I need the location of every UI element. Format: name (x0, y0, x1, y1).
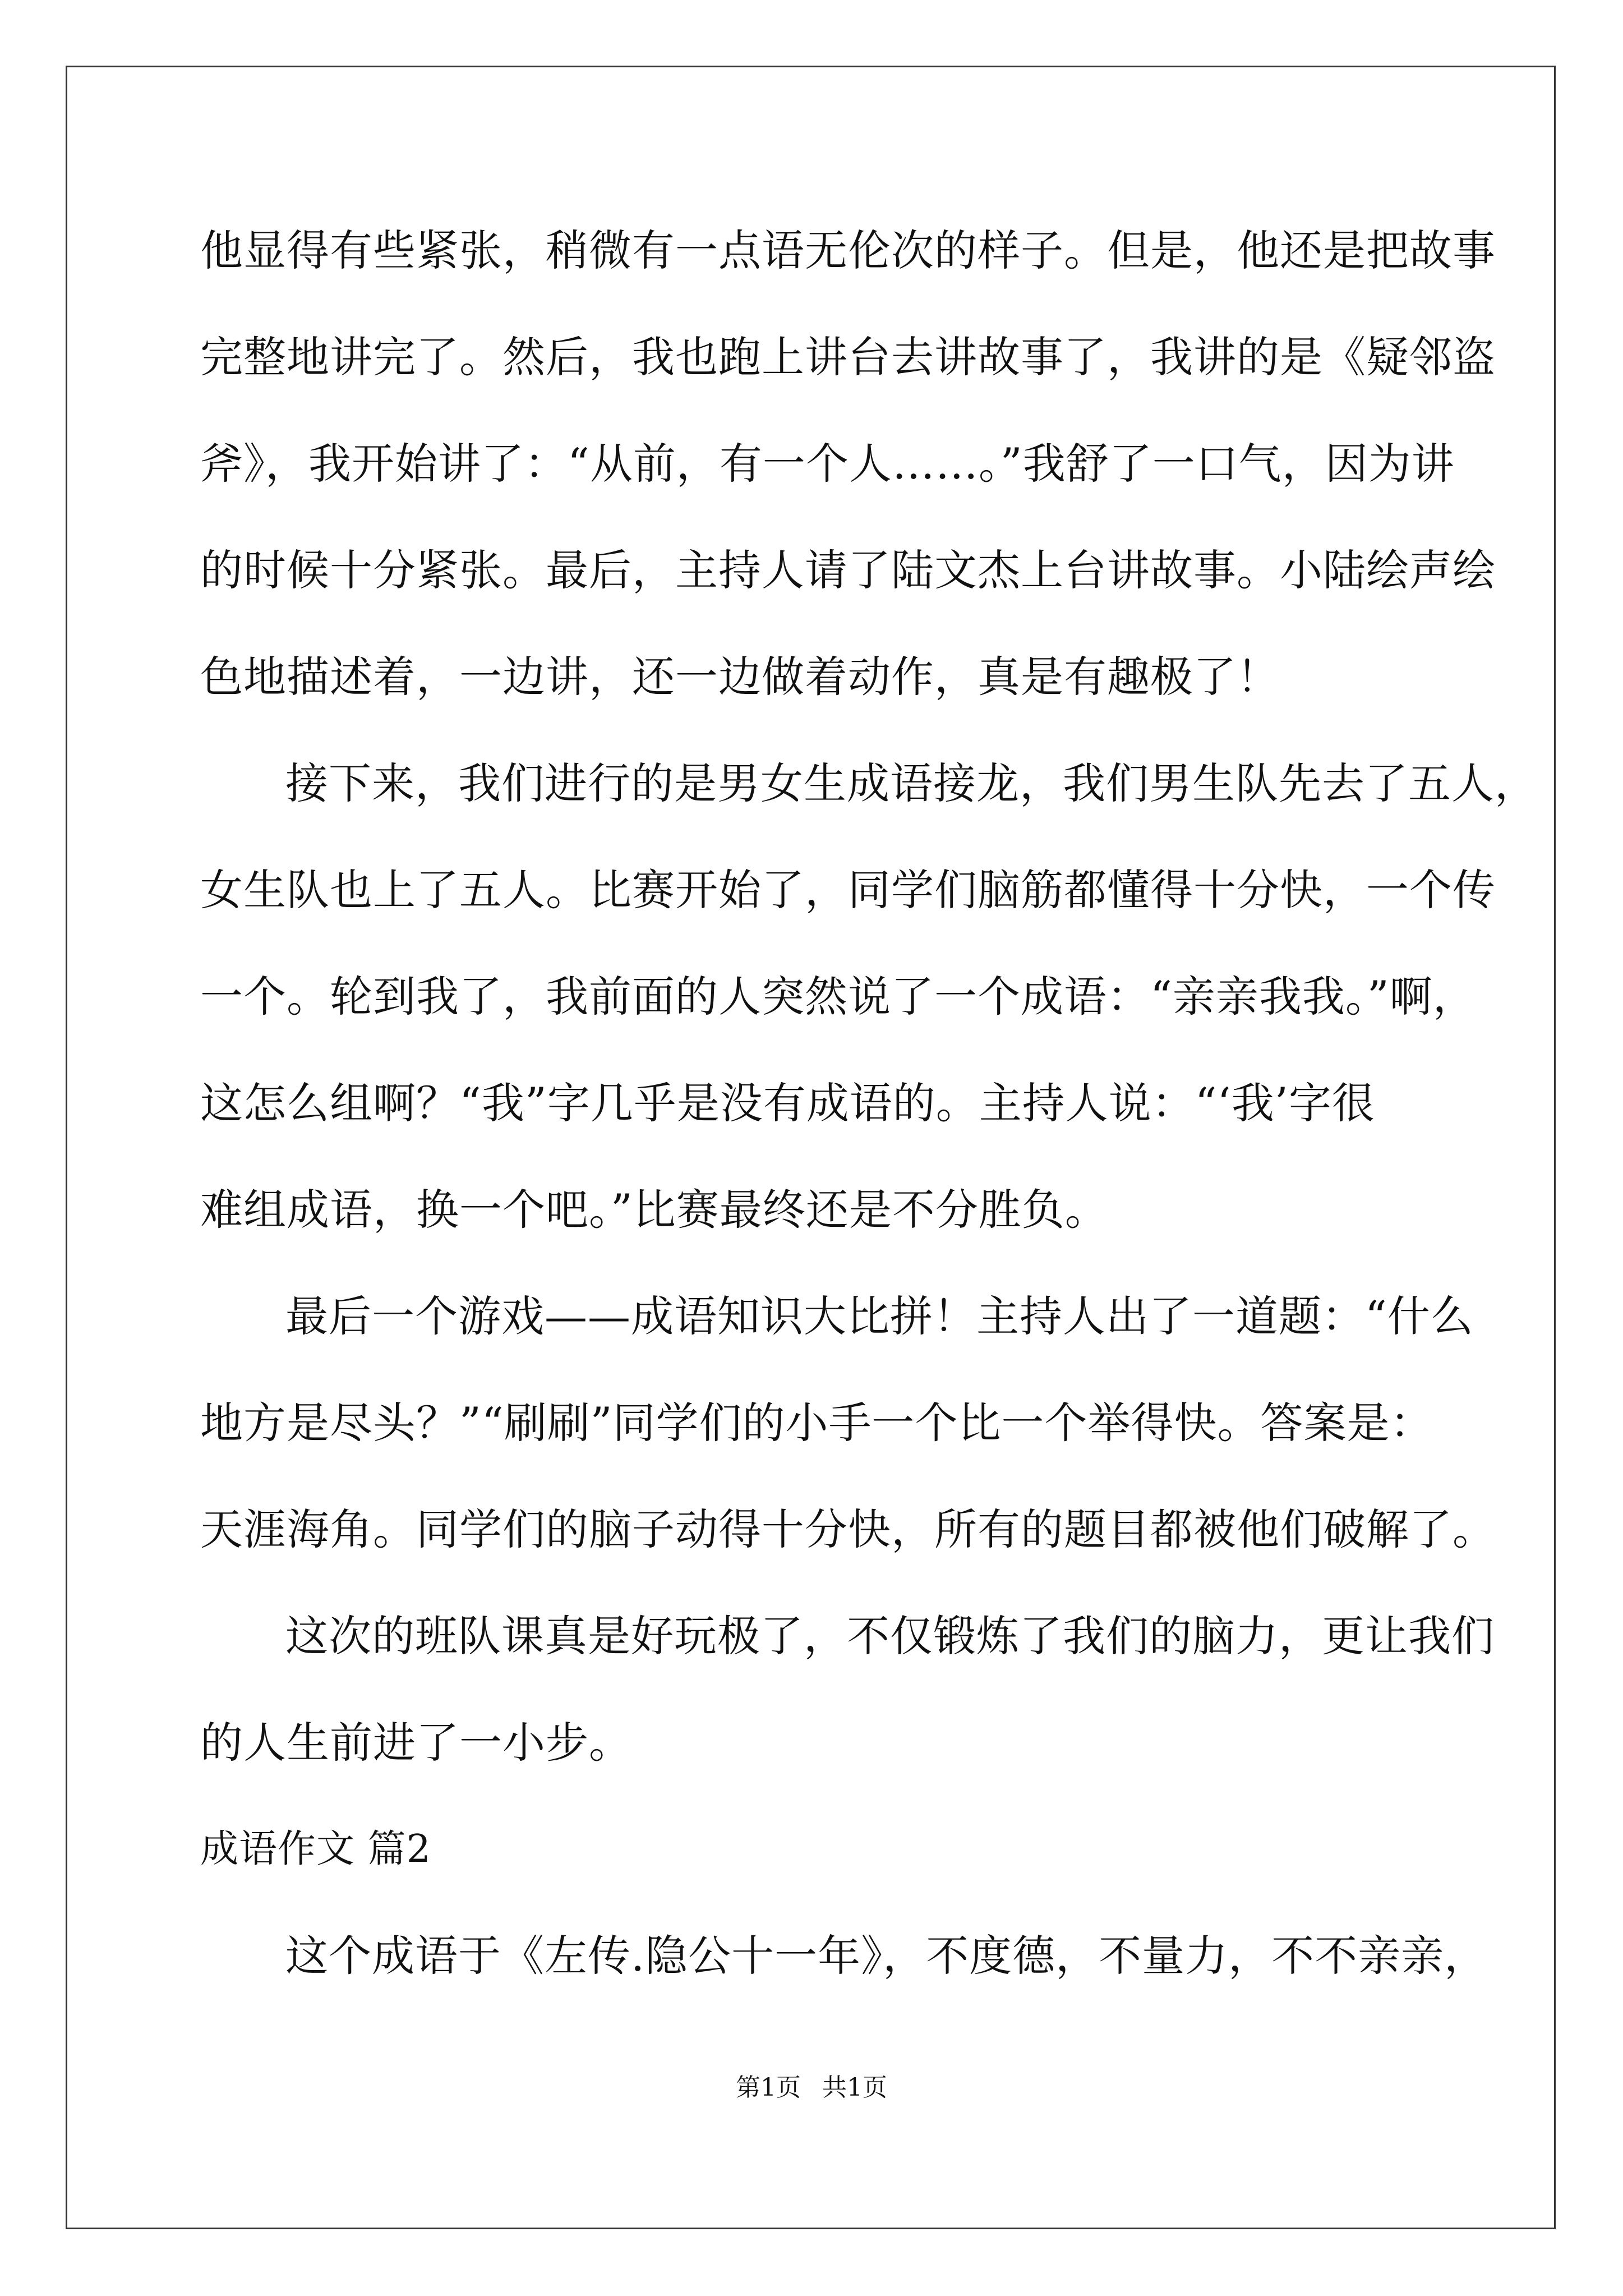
text-line: 色地描述着，一边讲，还一边做着动作，真是有趣极了！ (200, 652, 1280, 702)
text-line: 天涯海角。同学们的脑子动得十分快，所有的题目都被他们破解了。 (200, 1504, 1496, 1554)
page-number: 第1页 (736, 2073, 801, 2102)
text-line: 的人生前进了一小步。 (200, 1718, 632, 1768)
text-line: 完整地讲完了。然后，我也跑上讲台去讲故事了，我讲的是《疑邻盗 (200, 332, 1496, 382)
section-heading: 成语作文 篇2 (200, 1827, 431, 1871)
text-line: 地方是尽头？”“刷刷”同学们的小手一个比一个举得快。答案是： (200, 1398, 1433, 1448)
text-line: 斧》，我开始讲了：“从前，有一个人……。”我舒了一口气，因为讲 (200, 439, 1455, 489)
paragraph-first-line: 接下来，我们进行的是男女生成语接龙，我们男生队先去了五人， (285, 758, 1538, 808)
text-line: 一个。轮到我了，我前面的人突然说了一个成语：“亲亲我我。”啊， (200, 972, 1476, 1022)
text-line: 这怎么组啊？“我”字几乎是没有成语的。主持人说：“‘我’字很 (200, 1078, 1375, 1128)
text-line: 难组成语，换一个吧。”比赛最终还是不分胜负。 (200, 1185, 1108, 1235)
text-line: 女生队也上了五人。比赛开始了，同学们脑筋都懂得十分快，一个传 (200, 865, 1496, 915)
paragraph-first-line: 这次的班队课真是好玩极了，不仅锻炼了我们的脑力，更让我们 (285, 1611, 1495, 1661)
paragraph-first-line: 最后一个游戏——成语知识大比拼！主持人出了一道题：“什么 (285, 1291, 1474, 1341)
document-body (200, 220, 1538, 2032)
page-total: 共1页 (822, 2073, 887, 2102)
paragraph-first-line: 这个成语于《左传.隐公十一年》，不度德，不量力，不不亲亲， (285, 1931, 1488, 1981)
page-footer (0, 2071, 1623, 2105)
text-line: 他显得有些紧张，稍微有一点语无伦次的样子。但是，他还是把故事 (200, 226, 1496, 275)
text-line: 的时候十分紧张。最后，主持人请了陆文杰上台讲故事。小陆绘声绘 (200, 545, 1496, 595)
